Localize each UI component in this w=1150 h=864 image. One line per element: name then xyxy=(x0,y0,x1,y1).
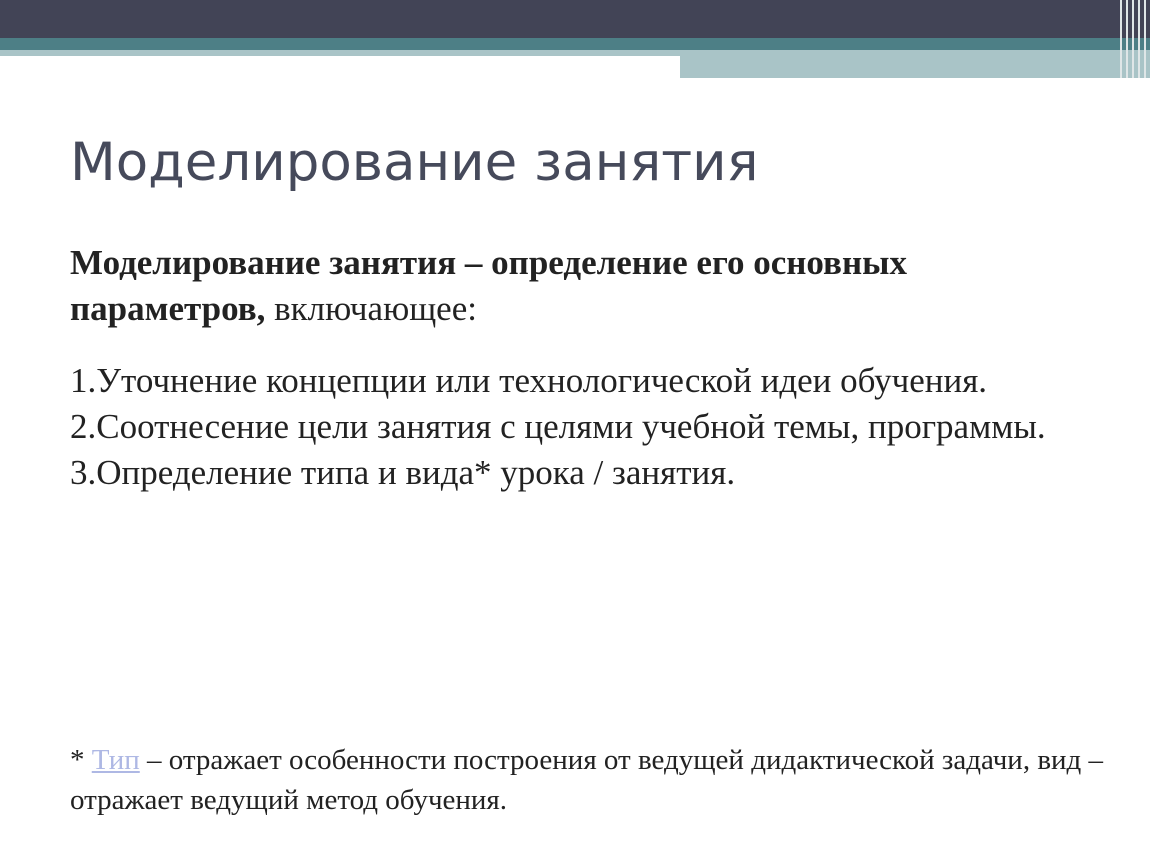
intro-rest: включающее: xyxy=(265,289,477,328)
header-band-dark xyxy=(0,0,1150,38)
intro-definition: Моделирование занятия – определение его основных параметров, xyxy=(70,243,907,328)
header-band-teal xyxy=(0,38,1150,50)
list-item: 2.Соотнесение цели занятия с целями учебной темы, программы. xyxy=(70,407,1046,446)
header-band-light-left xyxy=(0,50,680,56)
footnote xyxy=(70,740,1110,820)
list-item: 3.Определение типа и вида* урока / занятия. xyxy=(70,453,736,492)
intro-paragraph xyxy=(70,240,1070,332)
slide-body xyxy=(70,240,1070,496)
list-item: 1.Уточнение концепции или технологической идеи обучения. xyxy=(70,361,988,400)
footnote-star: * xyxy=(70,744,92,776)
header-vertical-stripes xyxy=(1118,0,1150,78)
header-band-light-right xyxy=(680,50,1150,78)
footnote-text: – отражает особенности построения от ведущей дидактической задачи, вид – отражает ведущий метод обучения. xyxy=(70,744,1104,816)
slide-title: Моделирование занятия xyxy=(70,132,759,193)
steps-list xyxy=(70,358,1070,496)
type-link[interactable]: Тип xyxy=(91,744,140,776)
